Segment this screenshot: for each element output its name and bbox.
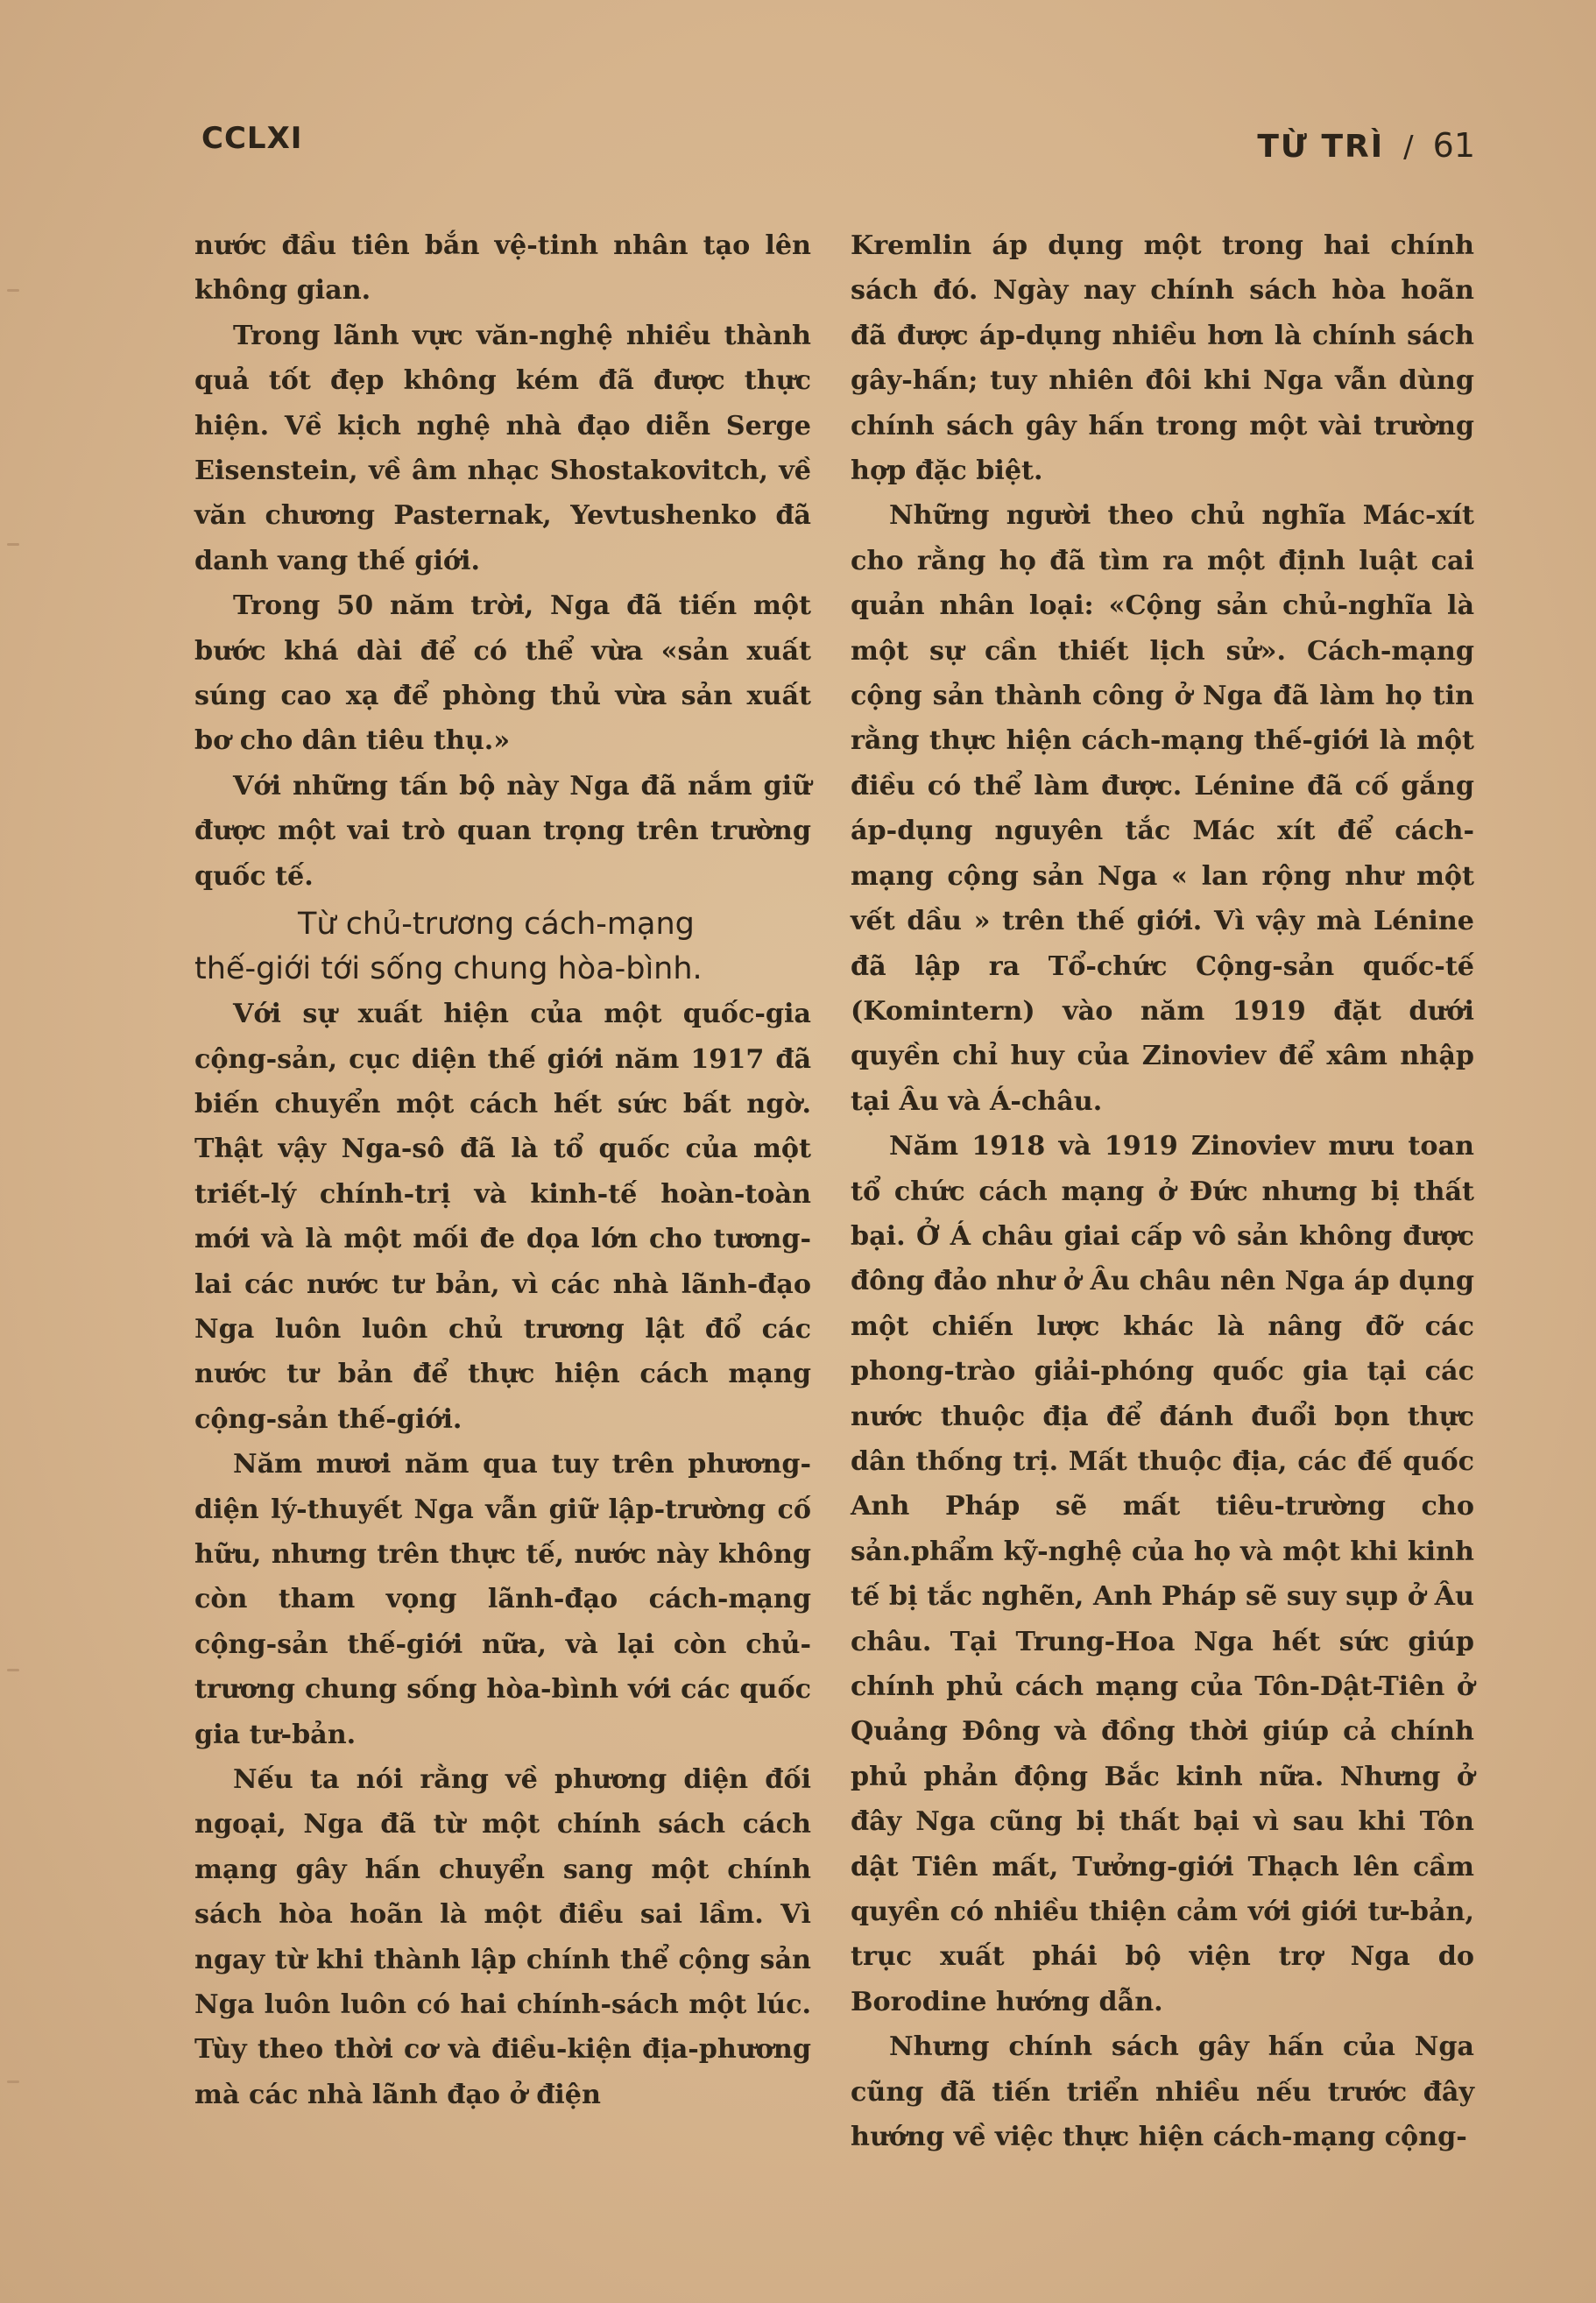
section-heading-line: Từ chủ-trương cách-mạng — [298, 907, 695, 943]
header-separator: / — [1403, 130, 1414, 165]
paragraph: Những người theo chủ nghĩa Mác-xít cho rằng họ đã tìm ra một định luật cai quản nhân loại: «Cộng sản chủ-nghĩa là một sự cần thiết lịch sử». Cách-mạng cộng sản thành công ở Nga đã làm họ tin rằng thực hiện cách-mạng thế-giới là một điều có thể làm được. Lénine đã cố gắng áp-dụng nguyên tắc Mác xít để cách-mạng cộng sản Nga « lan rộng như một vết dầu » trên thế giới. Vì vậy mà Lénine đã lập ra Tổ-chức Cộng-sản quốc-tế (Komintern) vào năm 1919 đặt dưới quyền chỉ huy của Zinoviev để xâm nhập tại Âu và Á-châu. — [851, 500, 1474, 1117]
running-header-left: CCLXI — [201, 121, 303, 156]
paragraph: Trong 50 năm trời, Nga đã tiến một bước khá dài để có thể vừa «sản xuất súng cao xạ để phòng thủ vừa sản xuất bơ cho dân tiêu thụ.» — [194, 590, 811, 757]
section-heading-line: thế-giới tới sống chung hòa-bình. — [194, 951, 703, 987]
running-title: TỪ TRÌ — [1257, 129, 1385, 165]
left-column — [194, 223, 811, 2117]
paragraph: Kremlin áp dụng một trong hai chính sách đó. Ngày nay chính sách hòa hoãn đã được áp-dụng nhiều hơn là chính sách gây-hấn; tuy nhiên đôi khi Nga vẫn dùng chính sách gây hấn trong một vài trường hợp đặc biệt. — [851, 230, 1474, 487]
paragraph: Năm mươi năm qua tuy trên phương-diện lý-thuyết Nga vẫn giữ lập-trường cố hữu, nhưng trên thực tế, nước này không còn tham vọng lãnh-đạo cách-mạng cộng-sản thế-giới nữa, và lại còn chủ-trương chung sống hòa-bình với các quốc gia tư-bản. — [194, 1449, 811, 1750]
page-edge-mark — [7, 289, 19, 292]
paragraph: Trong lãnh vực văn-nghệ nhiều thành quả tốt đẹp không kém đã được thực hiện. Về kịch nghệ nhà đạo diễn Serge Eisenstein, về âm nhạc Shostakovitch, về văn chương Pasternak, Yevtushenko đã danh vang thế giới. — [194, 320, 811, 576]
paragraph: Nếu ta nói rằng về phương diện đối ngoại, Nga đã từ một chính sách cách mạng gây hấn chuyển sang một chính sách hòa hoãn là một điều sai lầm. Vì ngay từ khi thành lập chính thể cộng sản Nga luôn luôn có hai chính-sách một lúc. Tùy theo thời cơ và điều-kiện địa-phương mà các nhà lãnh đạo ở điện — [194, 1764, 811, 2110]
paragraph: Nhưng chính sách gây hấn của Nga cũng đã tiến triển nhiều nếu trước đây hướng về việc thực hiện cách-mạng cộng- — [851, 2031, 1474, 2153]
page-edge-mark — [7, 2080, 19, 2083]
running-header-right — [1257, 126, 1475, 165]
paragraph: nước đầu tiên bắn vệ-tinh nhân tạo lên không gian. — [194, 230, 811, 307]
page-number: 61 — [1432, 126, 1475, 165]
page-edge-mark — [7, 543, 19, 546]
paragraph: Với những tấn bộ này Nga đã nắm giữ được một vai trò quan trọng trên trường quốc tế. — [194, 770, 811, 892]
page-edge-mark — [7, 1669, 19, 1671]
paragraph: Năm 1918 và 1919 Zinoviev mưu toan tổ chức cách mạng ở Đức nhưng bị thất bại. Ở Á châu giai cấp vô sản không được đông đảo như ở Âu châu nên Nga áp dụng một chiến lược khác là nâng đỡ các phong-trào giải-phóng quốc gia tại các nước thuộc địa để đánh đuổi bọn thực dân thống trị. Mất thuộc địa, các đế quốc Anh Pháp sẽ mất tiêu-trường cho sản.phẩm kỹ-nghệ của họ và một khi kinh tế bị tắc nghẽn, Anh Pháp sẽ suy sụp ở Âu châu. Tại Trung-Hoa Nga hết sức giúp chính phủ cách mạng của Tôn-Dật-Tiên ở Quảng Đông và đồng thời giúp cả chính phủ phản động Bắc kinh nữa. Nhưng ở đây Nga cũng bị thất bại vì sau khi Tôn dật Tiên mất, Tưởng-giới Thạch lên cầm quyền có nhiều thiện cảm với giới tư-bản, trục xuất phái bộ viện trợ Nga do Borodine hướng dẫn. — [851, 1131, 1474, 2017]
section-heading — [194, 902, 811, 992]
right-column — [851, 223, 1474, 2159]
paragraph: Với sự xuất hiện của một quốc-gia cộng-sản, cục diện thế giới năm 1917 đã biến chuyển một cách hết sức bất ngờ. Thật vậy Nga-sô đã là tổ quốc của một triết-lý chính-trị và kinh-tế hoàn-toàn mới và là một mối đe dọa lớn cho tương-lai các nước tư bản, vì các nhà lãnh-đạo Nga luôn luôn chủ trương lật đổ các nước tư bản để thực hiện cách mạng cộng-sản thế-giới. — [194, 999, 811, 1435]
